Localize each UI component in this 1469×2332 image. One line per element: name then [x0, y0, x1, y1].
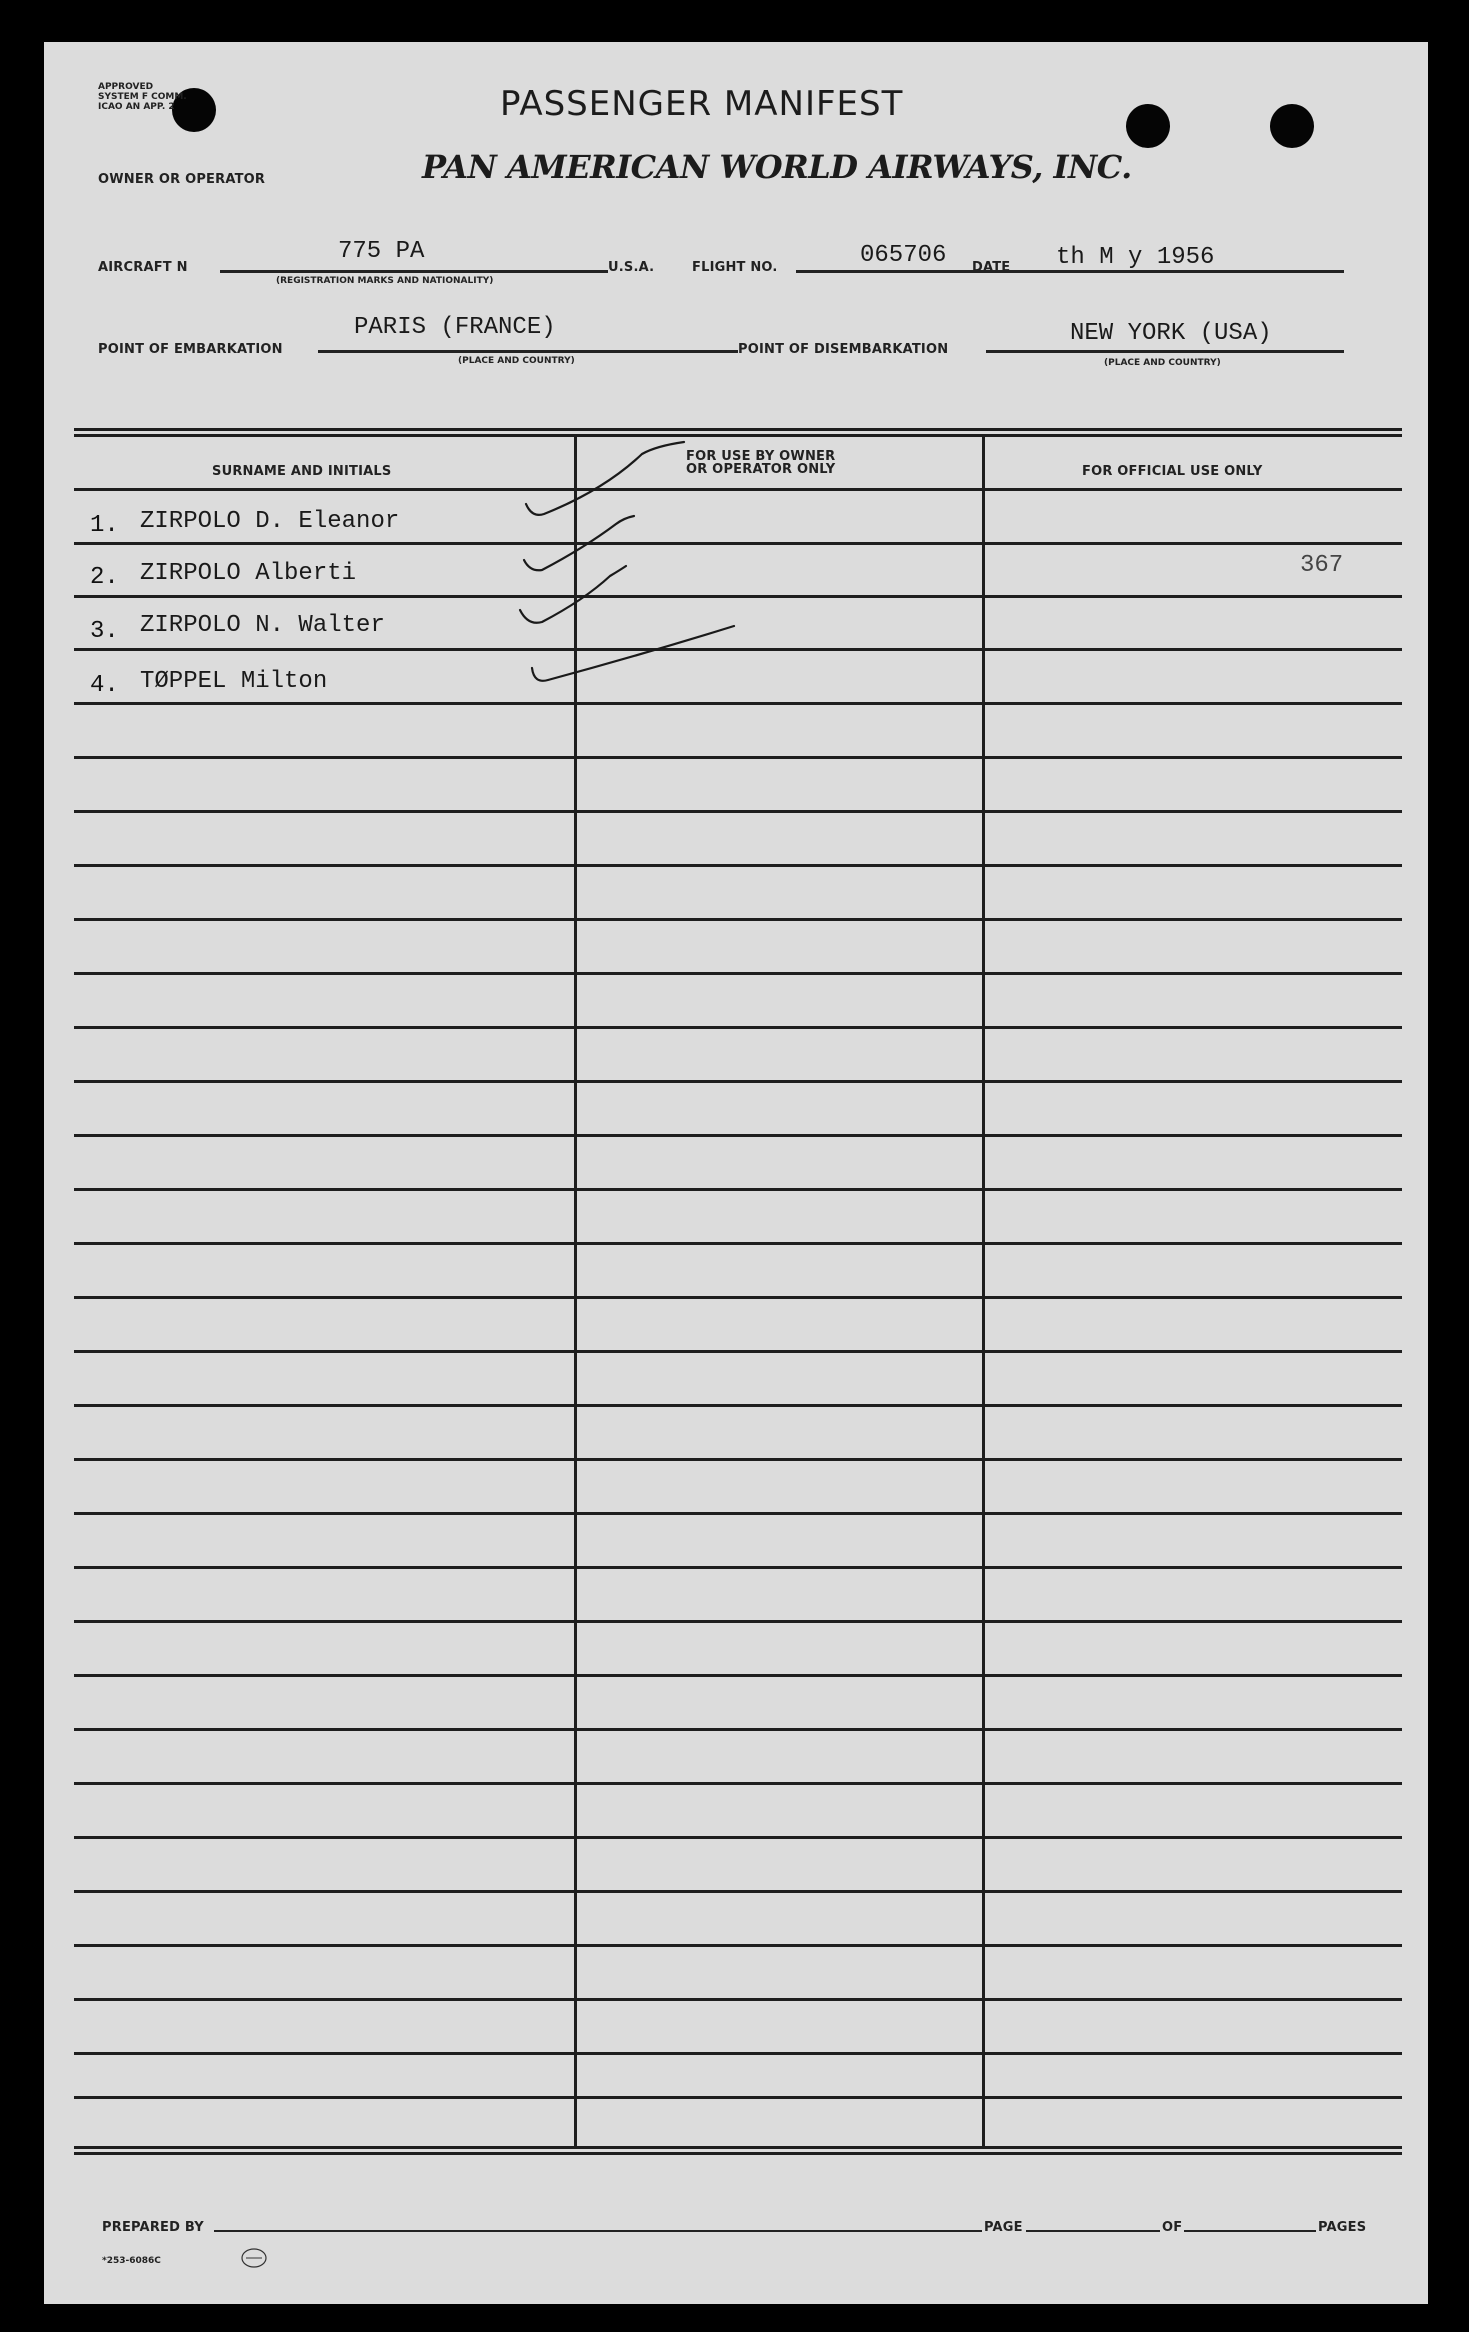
date-value: th M y 1956: [1056, 244, 1215, 271]
row-rule: [74, 810, 1402, 813]
flight-label: FLIGHT NO.: [692, 260, 778, 275]
check-mark-icon: [526, 442, 684, 515]
column-header-surname: SURNAME AND INITIALS: [212, 464, 392, 479]
embarkation-label: POINT OF EMBARKATION: [98, 342, 283, 357]
row-rule: [74, 1404, 1402, 1407]
row-rule: [74, 2096, 1402, 2099]
passenger-name: TØPPEL Milton: [140, 668, 328, 695]
aircraft-sublabel: (REGISTRATION MARKS AND NATIONALITY): [276, 276, 494, 286]
owner-label: OWNER OR OPERATOR: [98, 172, 266, 187]
row-rule: [74, 1782, 1402, 1785]
aircraft-label: AIRCRAFT N: [98, 260, 188, 275]
row-rule: [74, 864, 1402, 867]
check-mark-icon: [520, 566, 626, 623]
embarkation-sublabel: (PLACE AND COUNTRY): [458, 356, 575, 366]
row-rule: [74, 1350, 1402, 1353]
row-rule: [74, 1026, 1402, 1029]
disembarkation-label: POINT OF DISEMBARKATION: [738, 342, 949, 357]
approval-line-2: SYSTEM F COMM.: [98, 92, 187, 102]
passenger-name: ZIRPOLO Alberti: [140, 560, 357, 587]
column-header-owner-line-1: FOR USE BY OWNER: [686, 449, 836, 464]
column-header-official: FOR OFFICIAL USE ONLY: [1082, 464, 1263, 479]
form-code: *253-6086C: [102, 2256, 161, 2266]
row-rule: [74, 1728, 1402, 1731]
row-rule: [74, 972, 1402, 975]
row-rule: [74, 1458, 1402, 1461]
manifest-page: [44, 42, 1428, 2304]
row-rule: [74, 1134, 1402, 1137]
table-bottom-rule-1: [74, 2146, 1402, 2149]
prepared-by-label: PREPARED BY: [102, 2220, 204, 2235]
passenger-name: ZIRPOLO D. Eleanor: [140, 508, 400, 535]
approval-line-3: ICAO AN APP. 2: [98, 102, 175, 112]
row-rule: [74, 1944, 1402, 1947]
row-rule: [74, 1242, 1402, 1245]
row-rule: [74, 1890, 1402, 1893]
embarkation-value: PARIS (FRANCE): [354, 314, 556, 341]
passenger-number: 4.: [90, 672, 119, 699]
row-rule: [74, 918, 1402, 921]
row-rule: [74, 1296, 1402, 1299]
of-underline: [1190, 2230, 1320, 2232]
row-rule: [74, 1080, 1402, 1083]
passenger-number: 2.: [90, 564, 119, 591]
aircraft-value: 775 PA: [338, 238, 425, 265]
row-rule: [74, 1566, 1402, 1569]
row-rule: [74, 1836, 1402, 1839]
pages-label: PAGES: [1318, 2220, 1367, 2235]
row-rule: [74, 1674, 1402, 1677]
flight-value: 065706: [860, 242, 947, 269]
date-label: DATE: [972, 260, 1011, 275]
of-label: OF: [1162, 2220, 1183, 2235]
check-mark-icon: [524, 516, 634, 570]
row-rule: [74, 1620, 1402, 1623]
passenger-name: ZIRPOLO N. Walter: [140, 612, 385, 639]
page-title: PASSENGER MANIFEST: [500, 84, 904, 124]
airline-name: PAN AMERICAN WORLD AIRWAYS, INC.: [422, 148, 1132, 186]
passenger-number: 1.: [90, 512, 119, 539]
row-rule: [74, 2052, 1402, 2055]
check-mark-icon: [532, 626, 734, 681]
passenger-number: 3.: [90, 618, 119, 645]
prepared-by-underline: [214, 2230, 1022, 2232]
printer-union-mark-icon: [240, 2246, 268, 2270]
page-label: PAGE: [984, 2220, 1023, 2235]
column-header-owner-line-2: OR OPERATOR ONLY: [686, 462, 836, 477]
table-bottom-rule-2: [74, 2152, 1402, 2155]
usa-label: U.S.A.: [608, 260, 655, 275]
row-rule: [74, 1512, 1402, 1515]
approval-line-1: APPROVED: [98, 82, 154, 92]
row-rule: [74, 1998, 1402, 2001]
disembarkation-value: NEW YORK (USA): [1070, 320, 1272, 347]
handwritten-check-marks: [44, 42, 1428, 802]
row-rule: [74, 1188, 1402, 1191]
disembarkation-sublabel: (PLACE AND COUNTRY): [1104, 358, 1221, 368]
official-use-value: 367: [1300, 552, 1344, 579]
